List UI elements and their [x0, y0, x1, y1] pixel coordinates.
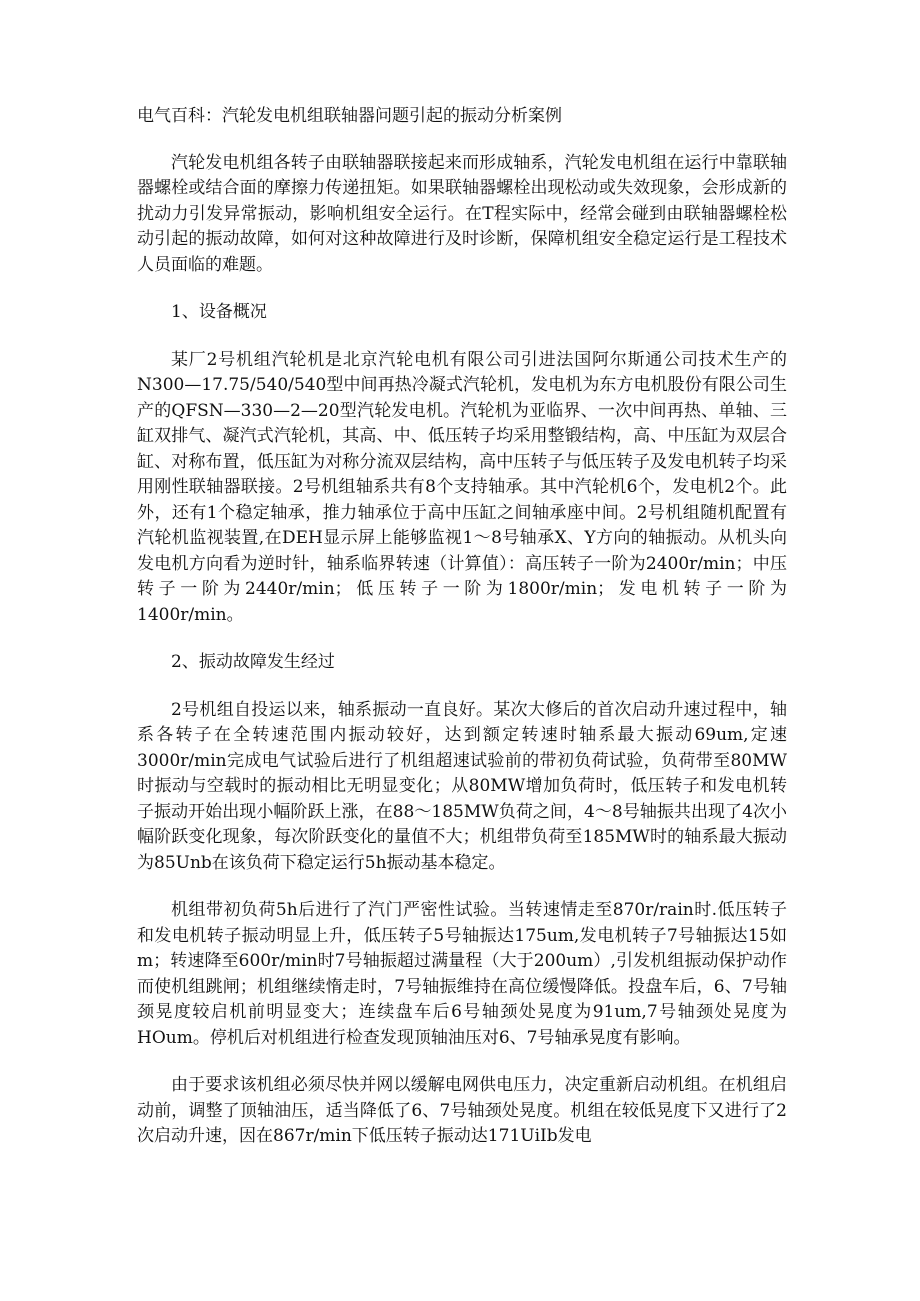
section-2-paragraph-3: 由于要求该机组必须尽快并网以缓解电网供电压力，决定重新启动机组。在机组启动前，调整了顶轴油压，适当降低了6、7号轴颈处晃度。机组在较低晃度下又进行了2次启动升速，因在867r/min下低压转子振动达171UiIb发电 [137, 1075, 787, 1146]
document-body [137, 104, 787, 1172]
section-1-heading: 1、设备概况 [171, 302, 267, 322]
section-2-paragraph-1: 2号机组自投运以来，轴系振动一直良好。某次大修后的首次启动升速过程中，轴系各转子在全转速范围内振动较好，达到额定转速时轴系最大振动69um,定速3000r/min完成电气试验后进行了机组超速试验前的带初负荷试验，负荷带至80MW时振动与空载时的振动相比无明显变化；从80MW增加负荷时，低压转子和发电机转子振动开始出现小幅阶跃上涨，在88～185MW负荷之间，4～8号轴振共出现了4次小幅阶跃变化现象，每次阶跃变化的量值不大；机组带负荷至185MW时的轴系最大振动为85Unb在该负荷下稳定运行5h振动基本稳定。 [137, 699, 787, 873]
document-title: 电气百科：汽轮发电机组联轴器问题引起的振动分析案例 [137, 106, 562, 126]
intro-paragraph: 汽轮发电机组各转子由联轴器联接起来而形成轴系，汽轮发电机组在运行中靠联轴器螺栓或结合面的摩擦力传递扭矩。如果联轴器螺栓出现松动或失效现象，会形成新的扰动力引发异常振动，影响机组安全运行。在T程实际中，经常会碰到由联轴器螺栓松动引起的振动故障，如何对这种故障进行及时诊断，保障机组安全稳定运行是工程技术人员面临的难题。 [137, 152, 787, 275]
section-2-heading: 2、振动故障发生经过 [171, 652, 335, 672]
section-2-paragraph-2: 机组带初负荷5h后进行了汽门严密性试验。当转速情走至870r/rain时.低压转子和发电机转子振动明显上升，低压转子5号轴振达175um,发电机转子7号轴振达15如m；转速降至600r/min时7号轴振超过满量程（大于200um）,引发机组振动保护动作而使机组跳闸；机组继续惰走时，7号轴振维持在高位缓慢降低。投盘车后，6、7号轴颈晃度较启机前明显变大；连续盘车后6号轴颈处晃度为91um,7号轴颈处晃度为HOum。停机后对机组进行检查发现顶轴油压对6、7号轴承晃度有影响。 [137, 900, 787, 1048]
section-1-paragraph: 某厂2号机组汽轮机是北京汽轮电机有限公司引进法国阿尔斯通公司技术生产的N300—17.75/540/540型中间再热冷凝式汽轮机，发电机为东方电机股份有限公司生产的QFSN—330—2—20型汽轮发电机。汽轮机为亚临界、一次中间再热、单轴、三缸双排气、凝汽式汽轮机，其高、中、低压转子均采用整锻结构，高、中压缸为双层合缸、对称布置，低压缸为对称分流双层结构，高中压转子与低压转子及发电机转子均采用刚性联轴器联接。2号机组轴系共有8个支持轴承。其中汽轮机6个，发电机2个。此外，还有1个稳定轴承，推力轴承位于高中压缸之间轴承座中间。2号机组随机配置有汽轮机监视装置,在DEH显示屏上能够监视1～8号轴承X、Y方向的轴振动。从机头向发电机方向看为逆时针，轴系临界转速（计算值）：高压转子一阶为2400r/min；中压转子一阶为2440r/min；低压转子一阶为1800r/min；发电机转子一阶为1400r/min。 [137, 349, 787, 625]
